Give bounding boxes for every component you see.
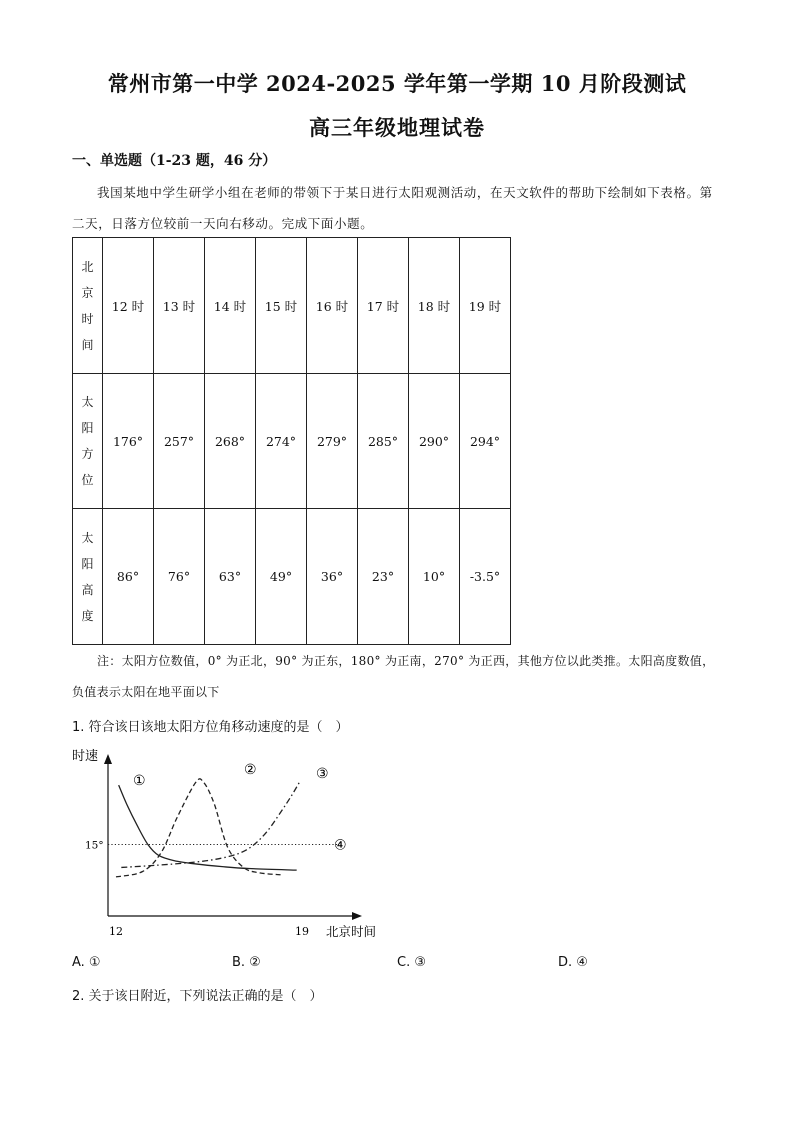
series-label: ③ bbox=[316, 766, 329, 782]
table-row-altitude bbox=[73, 509, 511, 645]
series-label: ② bbox=[244, 762, 257, 778]
azimuth-cell: 279° bbox=[307, 374, 358, 509]
row-header-char: 方 bbox=[81, 447, 94, 461]
time-cell: 14 时 bbox=[205, 238, 256, 374]
option-b[interactable]: B. ② bbox=[232, 955, 261, 970]
altitude-cell: 86° bbox=[103, 509, 154, 645]
x-tick-label: 12 bbox=[109, 925, 123, 938]
y-tick-label: 15° bbox=[85, 839, 104, 852]
chart-labels bbox=[72, 748, 376, 939]
table-row-azimuth bbox=[73, 374, 511, 509]
altitude-cell: -3.5° bbox=[460, 509, 511, 645]
azimuth-cell: 274° bbox=[256, 374, 307, 509]
chart-curves bbox=[108, 779, 338, 877]
intro-paragraph: 我国某地中学生研学小组在老师的带领下于某日进行太阳观测活动，在天文软件的帮助下绘制如下表格。第二天，日落方位较前一天向右移动。完成下面小题。 bbox=[72, 185, 713, 231]
time-cell: 16 时 bbox=[307, 238, 358, 374]
time-cell: 12 时 bbox=[103, 238, 154, 374]
altitude-cell: 76° bbox=[154, 509, 205, 645]
altitude-cell: 63° bbox=[205, 509, 256, 645]
row-header-char: 度 bbox=[81, 608, 94, 623]
y-axis-arrow bbox=[104, 754, 112, 764]
series-line-3 bbox=[121, 782, 299, 867]
time-cell: 19 时 bbox=[460, 238, 511, 374]
series-line-1 bbox=[119, 785, 297, 870]
row-header-char: 北 bbox=[81, 259, 94, 274]
azimuth-cell: 176° bbox=[103, 374, 154, 509]
row-header-char: 京 bbox=[81, 285, 94, 300]
row-header-char: 太 bbox=[81, 530, 94, 545]
series-label: ① bbox=[133, 773, 146, 789]
row-header-altitude bbox=[73, 509, 103, 645]
row-header-char: 阳 bbox=[81, 556, 94, 571]
altitude-cell: 36° bbox=[307, 509, 358, 645]
question-2-stem: 2. 关于该日附近，下列说法正确的是（ ） bbox=[72, 989, 323, 1004]
row-header-azimuth bbox=[73, 374, 103, 509]
time-cell: 18 时 bbox=[409, 238, 460, 374]
y-axis-label: 时速 bbox=[72, 749, 99, 764]
row-header-char: 阳 bbox=[81, 421, 94, 435]
x-axis-label: 北京时间 bbox=[326, 924, 377, 939]
option-c[interactable]: C. ③ bbox=[397, 955, 426, 970]
section-heading: 一、单选题（1-23 题，46 分） bbox=[72, 153, 277, 169]
time-cell: 17 时 bbox=[358, 238, 409, 374]
table-row-time bbox=[73, 238, 511, 374]
question-1-stem: 1. 符合该日该地太阳方位角移动速度的是（ ） bbox=[72, 720, 349, 735]
altitude-cell: 10° bbox=[409, 509, 460, 645]
x-axis-arrow bbox=[352, 912, 362, 920]
observation-table bbox=[72, 237, 511, 645]
option-a[interactable]: A. ① bbox=[72, 955, 101, 970]
exam-subtitle: 高三年级地理试卷 bbox=[309, 115, 485, 140]
row-header-char: 时 bbox=[81, 311, 94, 326]
altitude-cell: 23° bbox=[358, 509, 409, 645]
azimuth-cell: 290° bbox=[409, 374, 460, 509]
azimuth-cell: 285° bbox=[358, 374, 409, 509]
series-label: ④ bbox=[334, 837, 347, 854]
row-header-time bbox=[73, 238, 103, 374]
azimuth-cell: 257° bbox=[154, 374, 205, 509]
altitude-cell: 49° bbox=[256, 509, 307, 645]
table-note: 注：太阳方位数值，0° 为正北，90° 为正东，180° 为正南，270° 为正西，其他方位以此类推。太阳高度数值，负值表示太阳在地平面以下 bbox=[72, 654, 715, 699]
time-cell: 15 时 bbox=[256, 238, 307, 374]
row-header-char: 间 bbox=[81, 337, 94, 352]
option-d[interactable]: D. ④ bbox=[558, 955, 588, 970]
x-tick-label: 19 bbox=[295, 925, 309, 938]
row-header-char: 太 bbox=[81, 395, 94, 409]
time-cell: 13 时 bbox=[154, 238, 205, 374]
azimuth-speed-chart bbox=[68, 738, 388, 943]
row-header-char: 位 bbox=[81, 473, 94, 487]
azimuth-cell: 268° bbox=[205, 374, 256, 509]
row-header-char: 高 bbox=[81, 582, 94, 597]
exam-title: 常州市第一中学 2024-2025 学年第一学期 10 月阶段测试 bbox=[107, 71, 687, 96]
azimuth-cell: 294° bbox=[460, 374, 511, 509]
